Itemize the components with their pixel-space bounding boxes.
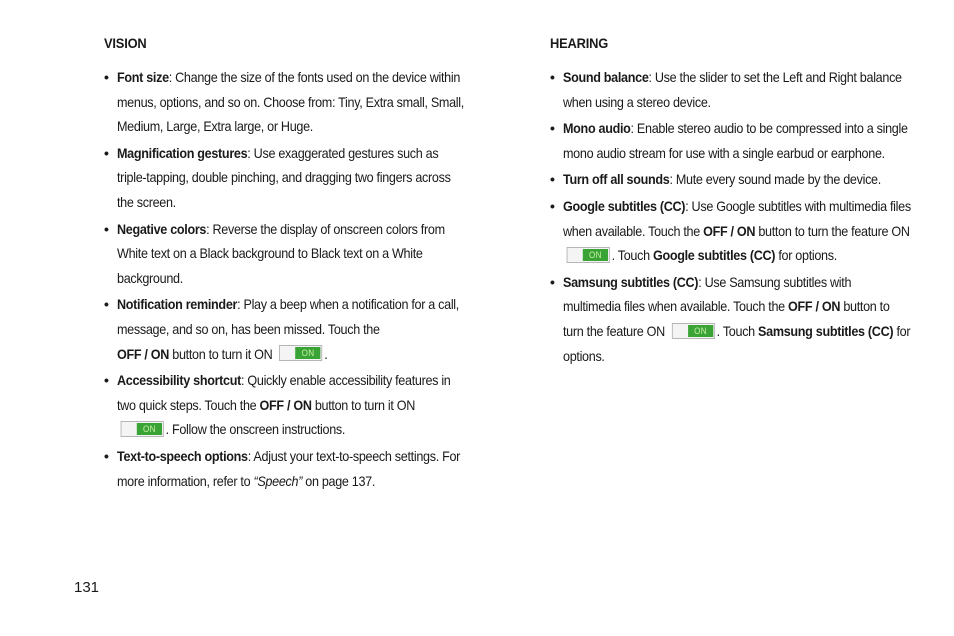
item-text: . Touch bbox=[611, 247, 653, 264]
list-item-accessibility-shortcut bbox=[104, 368, 466, 442]
item-term: Text-to-speech options bbox=[117, 447, 248, 464]
item-text: button to turn the feature ON bbox=[755, 222, 910, 239]
item-term: Magnification gestures bbox=[117, 144, 248, 161]
item-text: . Follow the onscreen instructions. bbox=[165, 421, 346, 438]
item-text: : Play a beep when a notification for a call, message, and so on, has been missed. Touch the bbox=[117, 296, 459, 337]
off-on-button-label: OFF / ON bbox=[117, 345, 170, 362]
item-text: : Mute every sound made by the device. bbox=[669, 171, 881, 188]
item-term: Sound balance bbox=[563, 69, 649, 85]
list-item-text-to-speech-options bbox=[104, 444, 466, 493]
hearing-column bbox=[550, 35, 912, 370]
hearing-list bbox=[550, 65, 912, 368]
item-term: Google subtitles (CC) bbox=[563, 197, 686, 214]
off-on-button-label: OFF / ON bbox=[259, 396, 312, 413]
item-term: Google subtitles (CC) bbox=[652, 247, 776, 264]
item-text: . Touch bbox=[716, 322, 759, 339]
item-term: Font size bbox=[117, 69, 169, 85]
list-item-sound-balance bbox=[550, 65, 912, 114]
item-term: Mono audio bbox=[563, 120, 631, 137]
item-text: : Adjust your text-to-speech settings. For more information, refer to bbox=[117, 447, 461, 489]
item-term: Turn off all sounds bbox=[563, 171, 670, 188]
item-text: : Use Samsung subtitles with multimedia files when available. Touch the bbox=[563, 273, 852, 315]
page-number: 131 bbox=[74, 579, 100, 596]
item-text: button to turn it ON bbox=[311, 396, 415, 413]
toggle-on-label: ON bbox=[295, 347, 320, 359]
vision-list bbox=[104, 65, 466, 493]
item-term: Negative colors bbox=[117, 220, 207, 237]
list-item-font-size bbox=[104, 65, 466, 139]
list-item-negative-colors bbox=[104, 217, 466, 291]
vision-heading: VISION bbox=[104, 35, 147, 51]
on-toggle-icon bbox=[567, 247, 610, 263]
list-item-magnification-gestures bbox=[104, 141, 466, 215]
item-text: : Enable stereo audio to be compressed into a single mono audio stream for use with a single earbud or earphone. bbox=[563, 120, 908, 161]
item-text: for options. bbox=[563, 322, 911, 364]
item-text: button to turn the feature ON bbox=[563, 298, 890, 339]
hearing-heading: HEARING bbox=[550, 35, 609, 51]
item-term: Samsung subtitles (CC) bbox=[758, 322, 894, 339]
toggle-on-label: ON bbox=[688, 325, 713, 337]
list-item-notification-reminder bbox=[104, 292, 466, 366]
item-text: : Use exaggerated gestures such as triple-tapping, double pinching, and dragging two fingers across the screen. bbox=[117, 144, 451, 210]
item-term: Accessibility shortcut bbox=[117, 372, 242, 389]
on-toggle-icon bbox=[279, 345, 322, 361]
item-text: : Reverse the display of onscreen colors from White text on a Black background to Black text on a White background. bbox=[117, 220, 445, 286]
off-on-button-label: OFF / ON bbox=[788, 298, 841, 315]
item-text: : Quickly enable accessibility features in two quick steps. Touch the bbox=[117, 372, 451, 413]
cross-reference-link[interactable]: “Speech” bbox=[253, 472, 303, 489]
off-on-button-label: OFF / ON bbox=[703, 222, 756, 239]
item-term: Notification reminder bbox=[117, 296, 238, 313]
item-text: for options. bbox=[775, 247, 837, 264]
list-item-google-subtitles bbox=[550, 194, 912, 268]
list-item-samsung-subtitles bbox=[550, 270, 912, 368]
item-text: . bbox=[324, 345, 328, 362]
on-toggle-icon bbox=[672, 323, 715, 339]
list-item-turn-off-all-sounds bbox=[550, 167, 912, 192]
item-text: : Use Google subtitles with multimedia files when available. Touch the bbox=[563, 197, 911, 239]
item-text: button to turn it ON bbox=[169, 345, 273, 362]
list-item-mono-audio bbox=[550, 116, 912, 165]
toggle-on-label: ON bbox=[583, 249, 608, 261]
vision-column bbox=[104, 35, 466, 495]
item-term: Samsung subtitles (CC) bbox=[563, 273, 699, 290]
on-toggle-icon bbox=[121, 421, 164, 437]
item-text: on page 137. bbox=[302, 472, 376, 489]
toggle-on-label: ON bbox=[137, 423, 162, 435]
item-text: : Use the slider to set the Left and Right balance when using a stereo device. bbox=[563, 69, 902, 110]
item-text: : Change the size of the fonts used on the device within menus, options, and so on. Choose from: Tiny, Extra small, Small, Medium, Large, Extra large, or Huge. bbox=[117, 69, 464, 135]
